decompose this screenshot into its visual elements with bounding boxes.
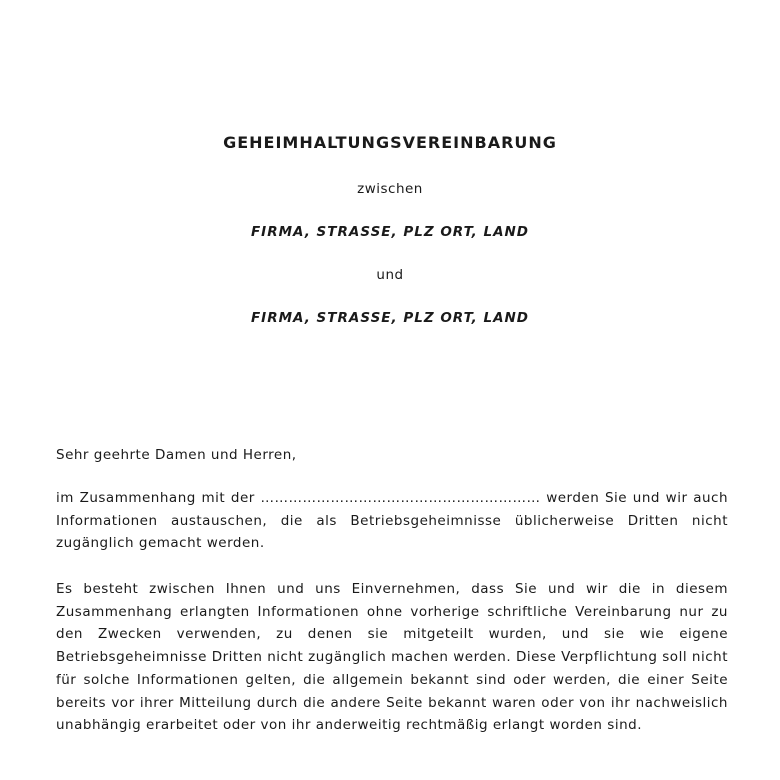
document-title: GEHEIMHALTUNGSVEREINBARUNG (223, 133, 557, 152)
and-label: und (376, 267, 404, 283)
paragraph-2-text: Es besteht zwischen Ihnen und uns Einvernehmen, dass Sie und wir die in diesem Zusammenhang erlangten Informationen ohne vorherige schriftliche Vereinbarung nur zu den Zwecken verwenden, zu denen sie mitgeteilt wurden, und sie wie eigene Betriebsgeheimnisse Dritten nicht zugänglich machen werden. Diese Verpflichtung soll nicht für solche Informationen gelten, die allgemein bekannt sind oder werden, die einer Seite bereits vor ihrer Mitteilung durch die andere Seite bekannt waren oder von ihr nachweislich unabhängig erarbeitet oder von ihr anderweitig rechtmäßig erlangt worden sind. (56, 581, 728, 734)
party-1: FIRMA, STRASSE, PLZ ORT, LAND (250, 224, 530, 240)
paragraph-2 (56, 578, 728, 737)
paragraph-1 (56, 487, 728, 555)
salutation-text: Sehr geehrte Damen und Herren, (56, 447, 297, 463)
salutation (56, 444, 728, 467)
paragraph-1-text: im Zusammenhang mit der …………………………………………………… werden Sie und wir auch Informationen austauschen, die als Betriebsgeheimnisse üblicherweise Dritten nicht zugänglich gemacht werden. (56, 490, 728, 552)
between-label: zwischen (357, 181, 423, 197)
party-2: FIRMA, STRASSE, PLZ ORT, LAND (250, 310, 530, 326)
